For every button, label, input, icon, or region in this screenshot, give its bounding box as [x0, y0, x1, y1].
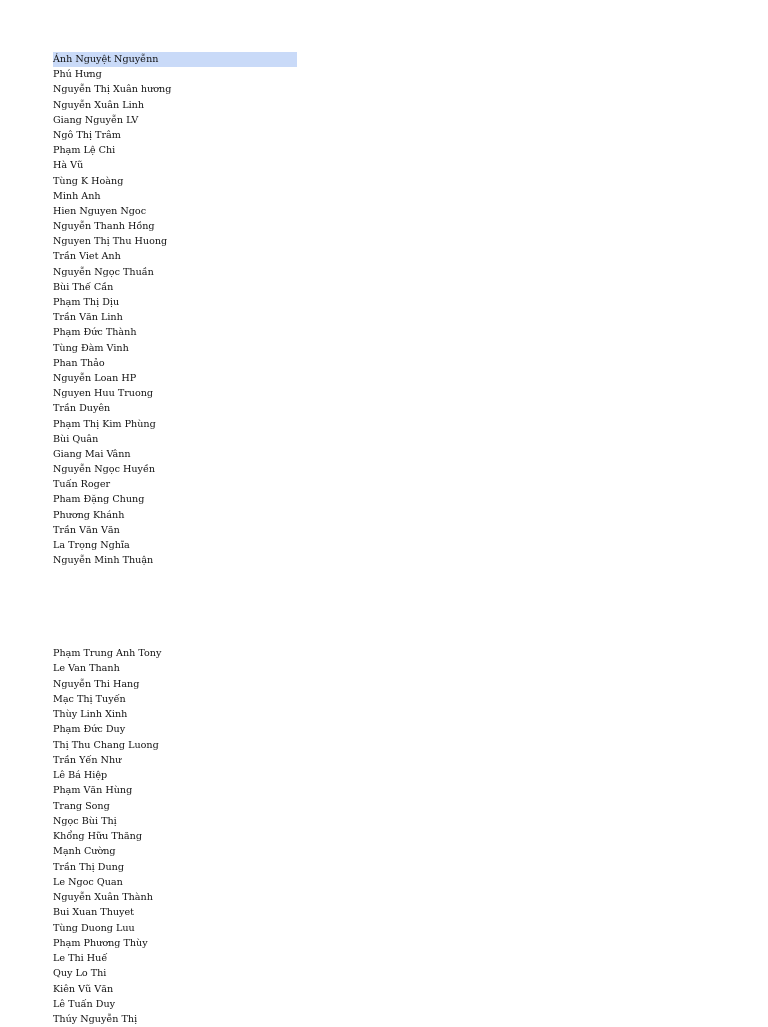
name-row[interactable]: Mạc Thị Tuyến — [53, 693, 126, 705]
name-row[interactable]: Nguyễn Minh Thuận — [53, 555, 154, 567]
name-row[interactable]: Lê Bá Hiệp — [53, 770, 108, 781]
name-row[interactable]: Le Thi Huế — [53, 953, 108, 964]
name-row[interactable]: Ngọc Bùi Thị — [53, 815, 117, 827]
name-row[interactable]: Phương Khánh — [53, 509, 125, 521]
name-row[interactable]: Kiên Vũ Văn — [53, 983, 114, 995]
name-row[interactable]: Phạm Trung Anh Tony — [53, 648, 162, 659]
name-row[interactable]: Giang Mai Vânn — [53, 448, 131, 460]
name-row[interactable]: Trần Thị Dung — [53, 861, 124, 873]
name-row[interactable]: Pham Đặng Chung — [53, 494, 145, 506]
name-row[interactable]: Trần Văn Văn — [53, 524, 120, 536]
name-row[interactable]: Trần Văn Linh — [53, 312, 123, 324]
name-row[interactable]: Bui Xuan Thuyet — [53, 907, 135, 919]
name-row[interactable]: Thùy Linh Xinh — [53, 709, 128, 720]
name-row[interactable]: Tùng Đàm Vinh — [53, 342, 129, 354]
name-row[interactable]: Nguyễn Xuân Linh — [53, 99, 145, 111]
name-row[interactable]: Nguyễn Thi Hang — [53, 678, 140, 690]
name-row[interactable]: Phạm Văn Hùng — [53, 785, 133, 797]
name-list-group-2 — [53, 646, 161, 1027]
name-row[interactable]: Khổng Hữu Thăng — [53, 831, 142, 842]
name-row[interactable]: Nguyễn Ngọc Huyền — [53, 464, 156, 476]
name-row[interactable]: Nguyễn Xuân Thành — [53, 892, 153, 903]
name-row[interactable]: Tùng Duong Luu — [53, 922, 135, 934]
name-row[interactable]: Nguyen Huu Truong — [53, 388, 154, 400]
name-row[interactable]: Phạm Phương Thùy — [53, 937, 148, 949]
name-row[interactable]: Nguyen Thị Thu Huong — [53, 236, 168, 248]
name-row[interactable]: Trang Song — [53, 800, 110, 812]
name-row-selected[interactable]: Ánh Nguyệt Nguyễnn — [53, 52, 297, 67]
name-row[interactable]: Nguyễn Ngọc Thuần — [53, 266, 154, 278]
name-row[interactable]: Phạm Thị Kim Phùng — [53, 418, 156, 430]
name-row[interactable]: Thị Thu Chang Luong — [53, 739, 159, 751]
name-row[interactable]: Nguyễn Thanh Hồng — [53, 221, 155, 233]
name-row[interactable]: Quy Lo Thi — [53, 968, 107, 980]
name-row[interactable]: Le Van Thanh — [53, 663, 120, 675]
name-row[interactable]: Tuấn Roger — [53, 479, 111, 491]
name-row[interactable]: Phạm Đức Duy — [53, 724, 126, 736]
name-row[interactable]: Lê Tuấn Duy — [53, 998, 116, 1010]
name-row[interactable]: Trần Viet Anh — [53, 251, 121, 263]
name-row[interactable]: La Trọng Nghĩa — [53, 540, 130, 551]
name-row[interactable]: Phan Thảo — [53, 357, 105, 369]
name-row[interactable]: Thúy Nguyễn Thị — [53, 1014, 138, 1025]
name-row[interactable]: Bùi Quân — [53, 433, 99, 445]
name-row[interactable]: Giang Nguyễn LV — [53, 114, 139, 126]
name-row[interactable]: Phạm Lệ Chi — [53, 145, 116, 157]
name-row[interactable]: Tùng K Hoàng — [53, 175, 124, 187]
name-row[interactable]: Phạm Thị Dịu — [53, 297, 120, 308]
name-row[interactable]: Le Ngoc Quan — [53, 876, 123, 888]
name-list-group-1 — [53, 52, 297, 568]
name-row[interactable]: Minh Anh — [53, 190, 101, 202]
name-row[interactable]: Nguyễn Thị Xuân hương — [53, 84, 172, 96]
name-row[interactable]: Nguyễn Loan HP — [53, 372, 137, 384]
name-row[interactable]: Hien Nguyen Ngoc — [53, 205, 147, 217]
name-row[interactable]: Bùi Thế Cần — [53, 281, 114, 293]
name-row[interactable]: Ngô Thị Trâm — [53, 129, 121, 141]
name-row[interactable]: Hà Vũ — [53, 160, 84, 172]
name-row[interactable]: Mạnh Cường — [53, 846, 116, 858]
name-row[interactable]: Phú Hưng — [53, 69, 102, 81]
name-row[interactable]: Trần Yến Như — [53, 754, 122, 766]
name-row[interactable]: Trần Duyên — [53, 403, 111, 415]
name-row[interactable]: Phạm Đức Thành — [53, 327, 137, 339]
